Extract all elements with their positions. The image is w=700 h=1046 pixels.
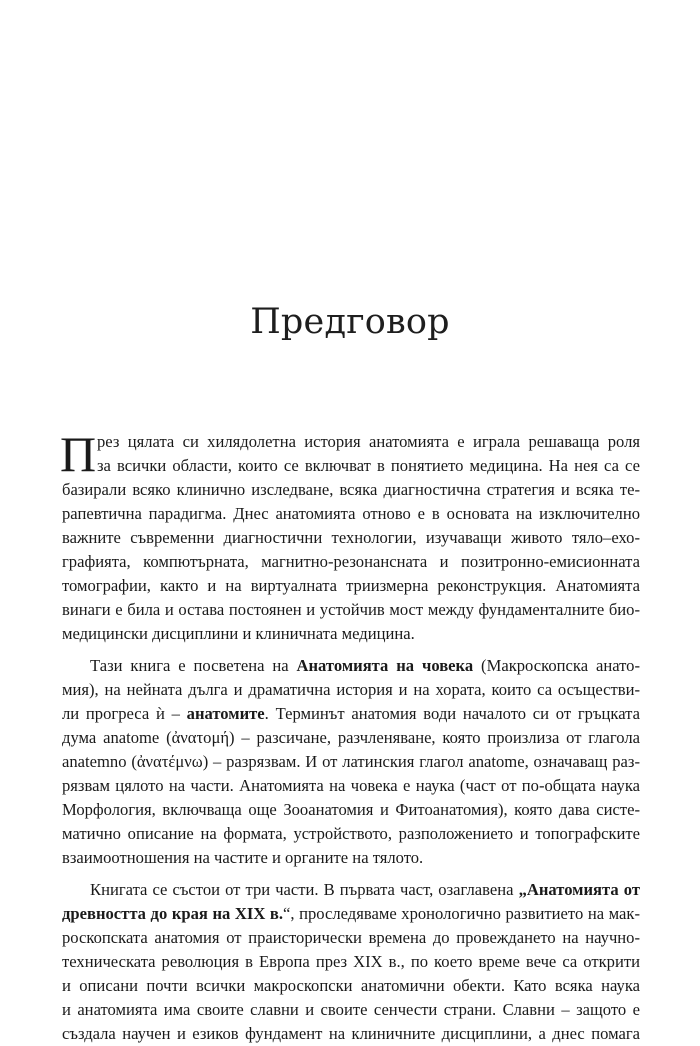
emphasis-text: Анатомията на човека — [296, 656, 474, 675]
text-line — [62, 430, 640, 454]
drop-cap: П — [60, 426, 97, 482]
text-line — [62, 574, 640, 598]
line-text: дума anatome (ἀνατομή) – разсичане, разчленяване, която произлиза от глагола — [62, 728, 640, 747]
paragraph — [60, 426, 640, 646]
emphasis-text: анатомите — [186, 704, 265, 723]
text-line — [62, 526, 640, 550]
text-line — [62, 678, 640, 702]
line-text: “, проследяваме хронологично развитието на мак- — [283, 904, 640, 923]
body-text — [60, 426, 640, 1046]
text-line — [62, 622, 640, 646]
text-line — [62, 926, 640, 950]
text-line — [62, 702, 640, 726]
line-text: създала научен и езиков фундамент на клиничните дисциплини, а днес помага — [62, 1024, 640, 1043]
line-text: (Макроскопска анато- — [473, 656, 640, 675]
line-text: техническата революция в Европа през XIX в., по което време вече са открити — [62, 952, 640, 971]
text-line — [62, 550, 640, 574]
line-text: винаги е била и остава постоянен и устойчив мост между фундаменталните био- — [62, 600, 640, 619]
text-line — [62, 998, 640, 1022]
line-text: важните съвременни диагностични технологии, изучаващи живото тяло–ехо- — [62, 528, 640, 547]
text-line — [62, 726, 640, 750]
line-text: и описани почти всички макроскопски анатомични обекти. Като всяка наука — [62, 976, 640, 995]
line-text: мия), на нейната дълга и драматична история и на хората, които са осъществи- — [62, 680, 640, 699]
line-text: матично описание на формата, устройството, разположението и топографските — [62, 824, 640, 843]
text-line — [62, 950, 640, 974]
text-line — [62, 478, 640, 502]
text-line — [62, 454, 640, 478]
line-text: взаимоотношения на частите и органите на тялото. — [62, 848, 424, 867]
line-text: ли прогреса ѝ – — [62, 704, 187, 723]
line-text: томографии, както и на виртуалната триизмерна реконструкция. Анатомията — [62, 576, 640, 595]
emphasis-text: „Анатомията от — [518, 880, 640, 899]
text-line — [62, 822, 640, 846]
emphasis-text: древността до края на XIX в. — [62, 904, 284, 923]
text-line — [62, 902, 640, 926]
line-text: рязвам цялото на части. Анатомията на човека е наука (част от по-общата наука — [62, 776, 640, 795]
text-line — [62, 598, 640, 622]
line-text: anatemno (ἀνατέμνω) – разрязвам. И от латинския глагол anatome, означаващ раз- — [62, 752, 640, 771]
text-line — [62, 750, 640, 774]
text-line — [62, 798, 640, 822]
text-line — [62, 846, 640, 870]
line-text: роскопската анатомия от праисторически времена до провеждането на научно- — [62, 928, 640, 947]
text-line — [62, 878, 640, 902]
line-text: графията, компютърната, магнитно-резонансната и позитронно-емисионната — [62, 552, 640, 571]
paragraph — [62, 878, 640, 1046]
line-text: и анатомията има своите славни и своите сенчести страни. Славни – защото е — [62, 1000, 640, 1019]
paragraph-gap — [62, 870, 640, 878]
line-text: базирали всяко клинично изследване, всяка диагностична стратегия и всяка те- — [62, 480, 640, 499]
line-text: Тази книга е посветена на — [90, 656, 297, 675]
line-text: медицински дисциплини и клиничната медицина. — [62, 624, 415, 643]
paragraph-gap — [62, 646, 640, 654]
line-text: рез цялата си хилядолетна история анатомията е играла решаваща роля — [97, 432, 640, 451]
paragraphs-container — [60, 426, 640, 1046]
page-title: Предговор — [250, 302, 450, 342]
text-line — [62, 974, 640, 998]
paragraph — [62, 654, 640, 870]
text-line — [62, 774, 640, 798]
text-line — [62, 502, 640, 526]
line-text: Морфология, включваща още Зооанатомия и Фитоанатомия), която дава систе- — [62, 800, 640, 819]
text-line — [62, 1022, 640, 1046]
line-text: рапевтична парадигма. Днес анатомията отново е в основата на изключително — [62, 504, 640, 523]
line-text: за всички области, които се включват в понятието медицина. На нея са се — [97, 456, 640, 475]
line-text: Книгата се състои от три части. В първата част, озаглавена — [90, 880, 519, 899]
line-text: . Терминът анатомия води началото си от гръцката — [264, 704, 640, 723]
text-line — [62, 654, 640, 678]
